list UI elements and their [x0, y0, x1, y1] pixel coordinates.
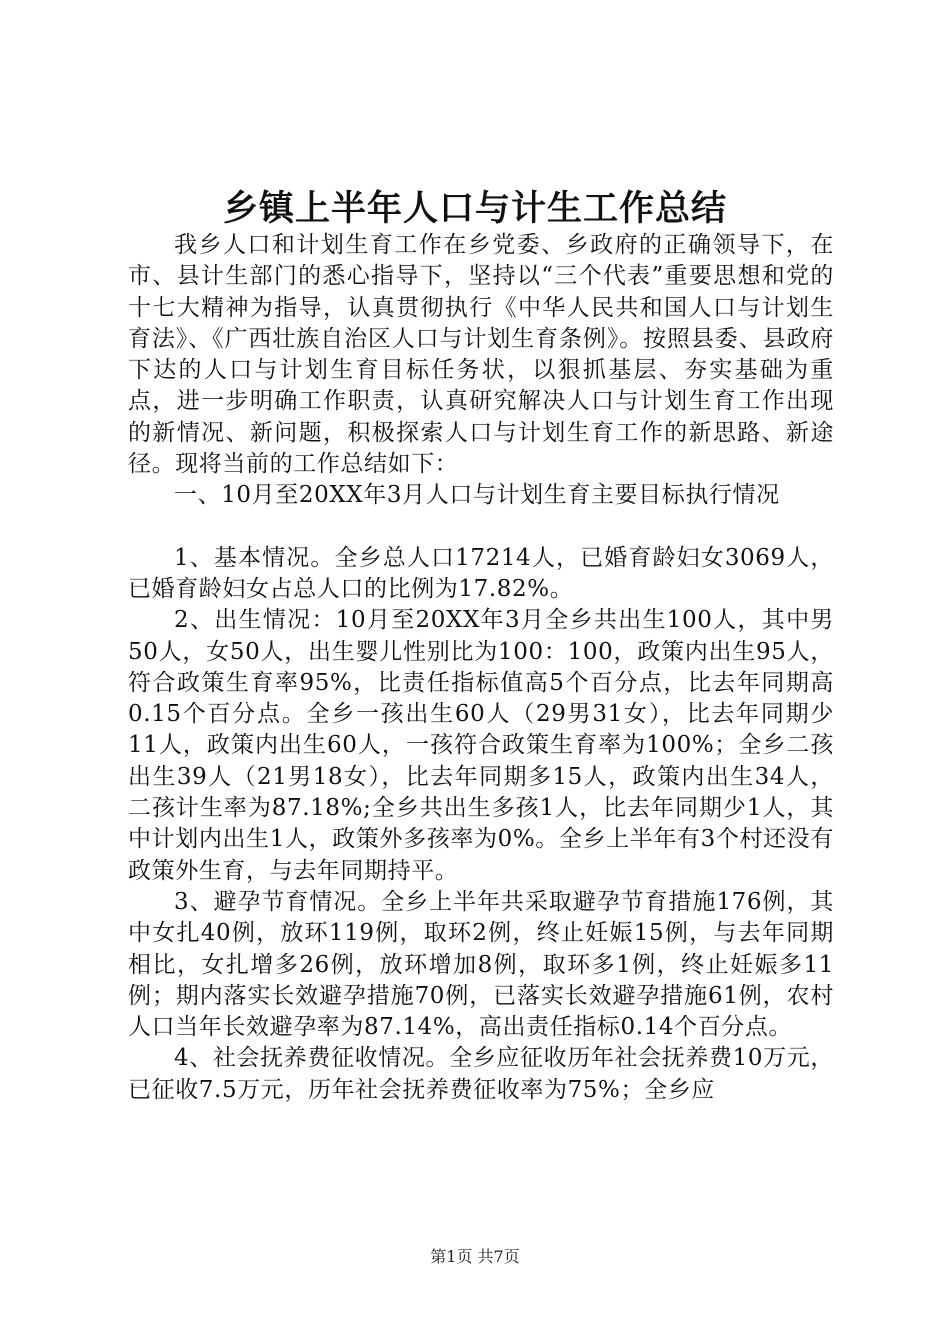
birth-situation-paragraph: 2、出生情况：10月至20XX年3月全乡共出生100人，其中男50人，女50人，出生婴儿性别比为100：100，政策内出生95人，符合政策生育率95%，比责任指标值高5个百分点，比去年同期高0.15个百分点。全乡一孩出生60人（29男31女），比去年同期少11人，政策内出生60人，一孩符合政策生育率为100%；全乡二孩出生39人（21男18女），比去年同期多15人，政策内出生34人，二孩计生率为87.18%;全乡共出生多孩1人，比去年同期少1人，其中计划内出生1人，政策外多孩率为0%。全乡上半年有3个村还没有政策外生育，与去年同期持平。 [128, 607, 834, 884]
document-body [128, 230, 834, 1106]
section-heading: 一、10月至20XX年3月人口与计划生育主要目标执行情况 [174, 482, 780, 509]
contraception-paragraph: 3、避孕节育情况。全乡上半年共采取避孕节育措施176例，其中女扎40例，放环119例，取环2例，终止妊娠15例，与去年同期相比，女扎增多26例，放环增加8例，取环多1例，终止妊娠多11例；期内落实长效避孕措施70例，已落实长效避孕措施61例，农村人口当年长效避孕率为87.14%，高出责任指标0.14个百分点。 [128, 888, 834, 1041]
social-support-fee-paragraph: 4、社会抚养费征收情况。全乡应征收历年社会抚养费10万元，已征收7.5万元，历年社会抚养费征收率为75%；全乡应 [128, 1045, 834, 1103]
basic-situation-paragraph: 1、基本情况。全乡总人口17214人，已婚育龄妇女3069人，已婚育龄妇女占总人口的比例为17.82%。 [128, 544, 834, 602]
intro-paragraph: 我乡人口和计划生育工作在乡党委、乡政府的正确领导下，在市、县计生部门的悉心指导下，坚持以“三个代表”重要思想和党的十七大精神为指导，认真贯彻执行《中华人民共和国人口与计划生育法》、《广西壮族自治区人口与计划生育条例》。按照县委、县政府下达的人口与计划生育目标任务状，以狠抓基层、夯实基础为重点，进一步明确工作职责，认真研究解决人口与计划生育工作出现的新情况、新问题，积极探索人口与计划生育工作的新思路、新途径。现将当前的工作总结如下： [128, 232, 834, 478]
page-footer: 第1页 共7页 [430, 1247, 520, 1266]
blank-line [128, 512, 834, 543]
document-title: 乡镇上半年人口与计生工作总结 [222, 188, 727, 229]
